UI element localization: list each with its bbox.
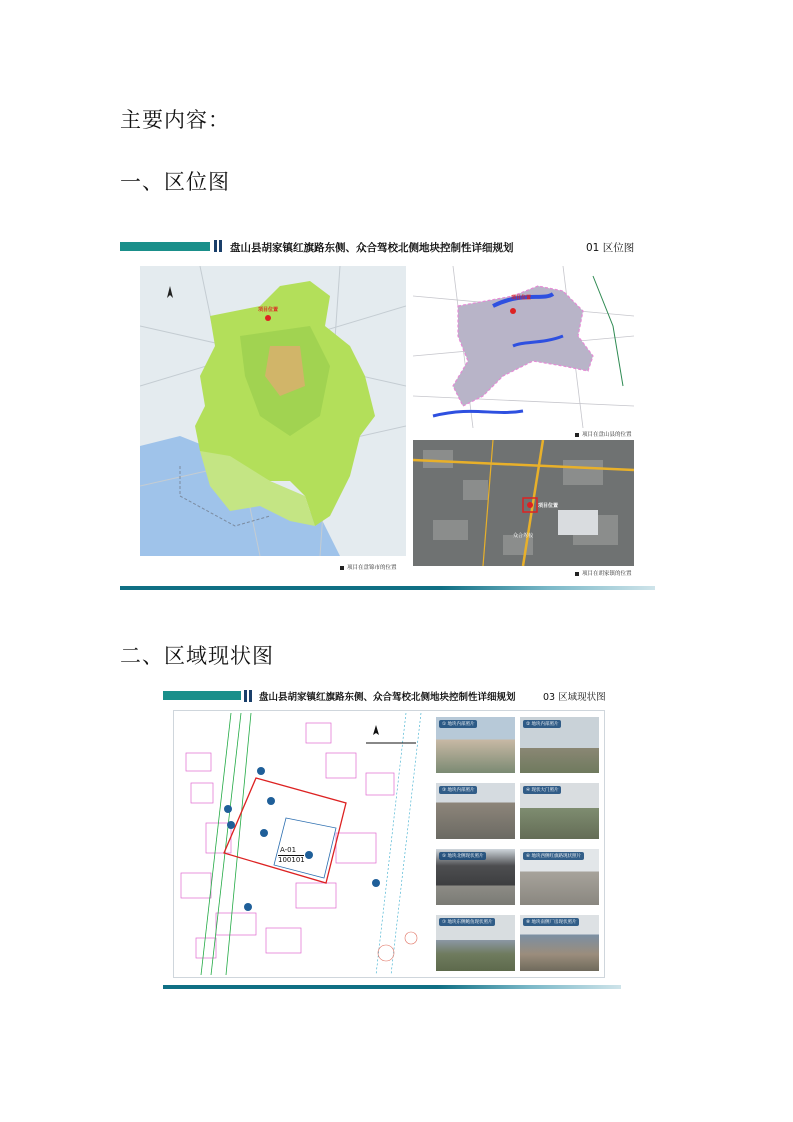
plan-title: 盘山县胡家镇红旗路东侧、众合驾校北侧地块控制性详细规划 bbox=[259, 692, 516, 703]
header-ticks bbox=[244, 690, 252, 702]
header-bar-teal bbox=[120, 242, 210, 251]
photo-4 bbox=[520, 783, 599, 839]
photo-6-label: ⑥ 地块西侧红旗路现状照片 bbox=[523, 852, 584, 860]
county-map-marker-label: 项目位置 bbox=[511, 295, 532, 301]
town-map-marker-label: 项目位置 bbox=[538, 503, 559, 509]
county-location-map bbox=[413, 266, 634, 428]
photo-8 bbox=[520, 915, 599, 971]
photo-7 bbox=[436, 915, 515, 971]
town-map-graphic bbox=[413, 440, 634, 566]
photo-5-label: ⑤ 地块北侧现状照片 bbox=[439, 852, 486, 860]
photo-2-label: ② 地块内部照片 bbox=[523, 720, 561, 728]
cad-site-plan bbox=[176, 713, 433, 975]
section-heading-location: 一、区位图 bbox=[120, 170, 230, 194]
main-heading: 主要内容： bbox=[120, 108, 230, 132]
photo-4-label: ④ 现状大门照片 bbox=[523, 786, 561, 794]
section-heading-status: 二、区域现状图 bbox=[120, 644, 274, 668]
cad-drawing bbox=[176, 713, 433, 975]
county-map-caption: 项目在盘山县的位置 bbox=[575, 430, 632, 438]
parcel-code: A-01 bbox=[280, 846, 297, 854]
photo-2 bbox=[520, 717, 599, 773]
plan-title: 盘山县胡家镇红旗路东侧、众合驾校北侧地块控制性详细规划 bbox=[230, 242, 514, 254]
parcel-value: 100101 bbox=[278, 856, 305, 864]
plan-number: 01 区位图 bbox=[586, 242, 635, 254]
photo-1-label: ① 地块内部照片 bbox=[439, 720, 477, 728]
status-map-frame bbox=[173, 710, 605, 978]
county-map-graphic bbox=[413, 266, 634, 428]
photo-8-label: ⑧ 地块南侧厂房现状照片 bbox=[523, 918, 579, 926]
plan-number: 03 区域现状图 bbox=[543, 692, 606, 703]
photo-5 bbox=[436, 849, 515, 905]
photo-1 bbox=[436, 717, 515, 773]
photo-3-label: ③ 地块内部照片 bbox=[439, 786, 477, 794]
panel-footer-bar bbox=[120, 586, 655, 590]
panel-footer-bar bbox=[163, 985, 621, 989]
header-ticks bbox=[214, 240, 222, 252]
town-map-road-label: 众合驾校 bbox=[513, 533, 534, 539]
photo-7-label: ⑦ 地块东侧鲍鱼现状照片 bbox=[439, 918, 495, 926]
photo-6 bbox=[520, 849, 599, 905]
town-map-caption: 项目在胡家镇的位置 bbox=[575, 569, 632, 577]
city-map-marker-label: 项目位置 bbox=[258, 307, 279, 313]
city-map-caption: 项目在盘锦市的位置 bbox=[340, 563, 397, 571]
town-satellite-map bbox=[413, 440, 634, 566]
header-bar-teal bbox=[163, 691, 241, 700]
city-location-map bbox=[140, 266, 406, 556]
photo-3 bbox=[436, 783, 515, 839]
